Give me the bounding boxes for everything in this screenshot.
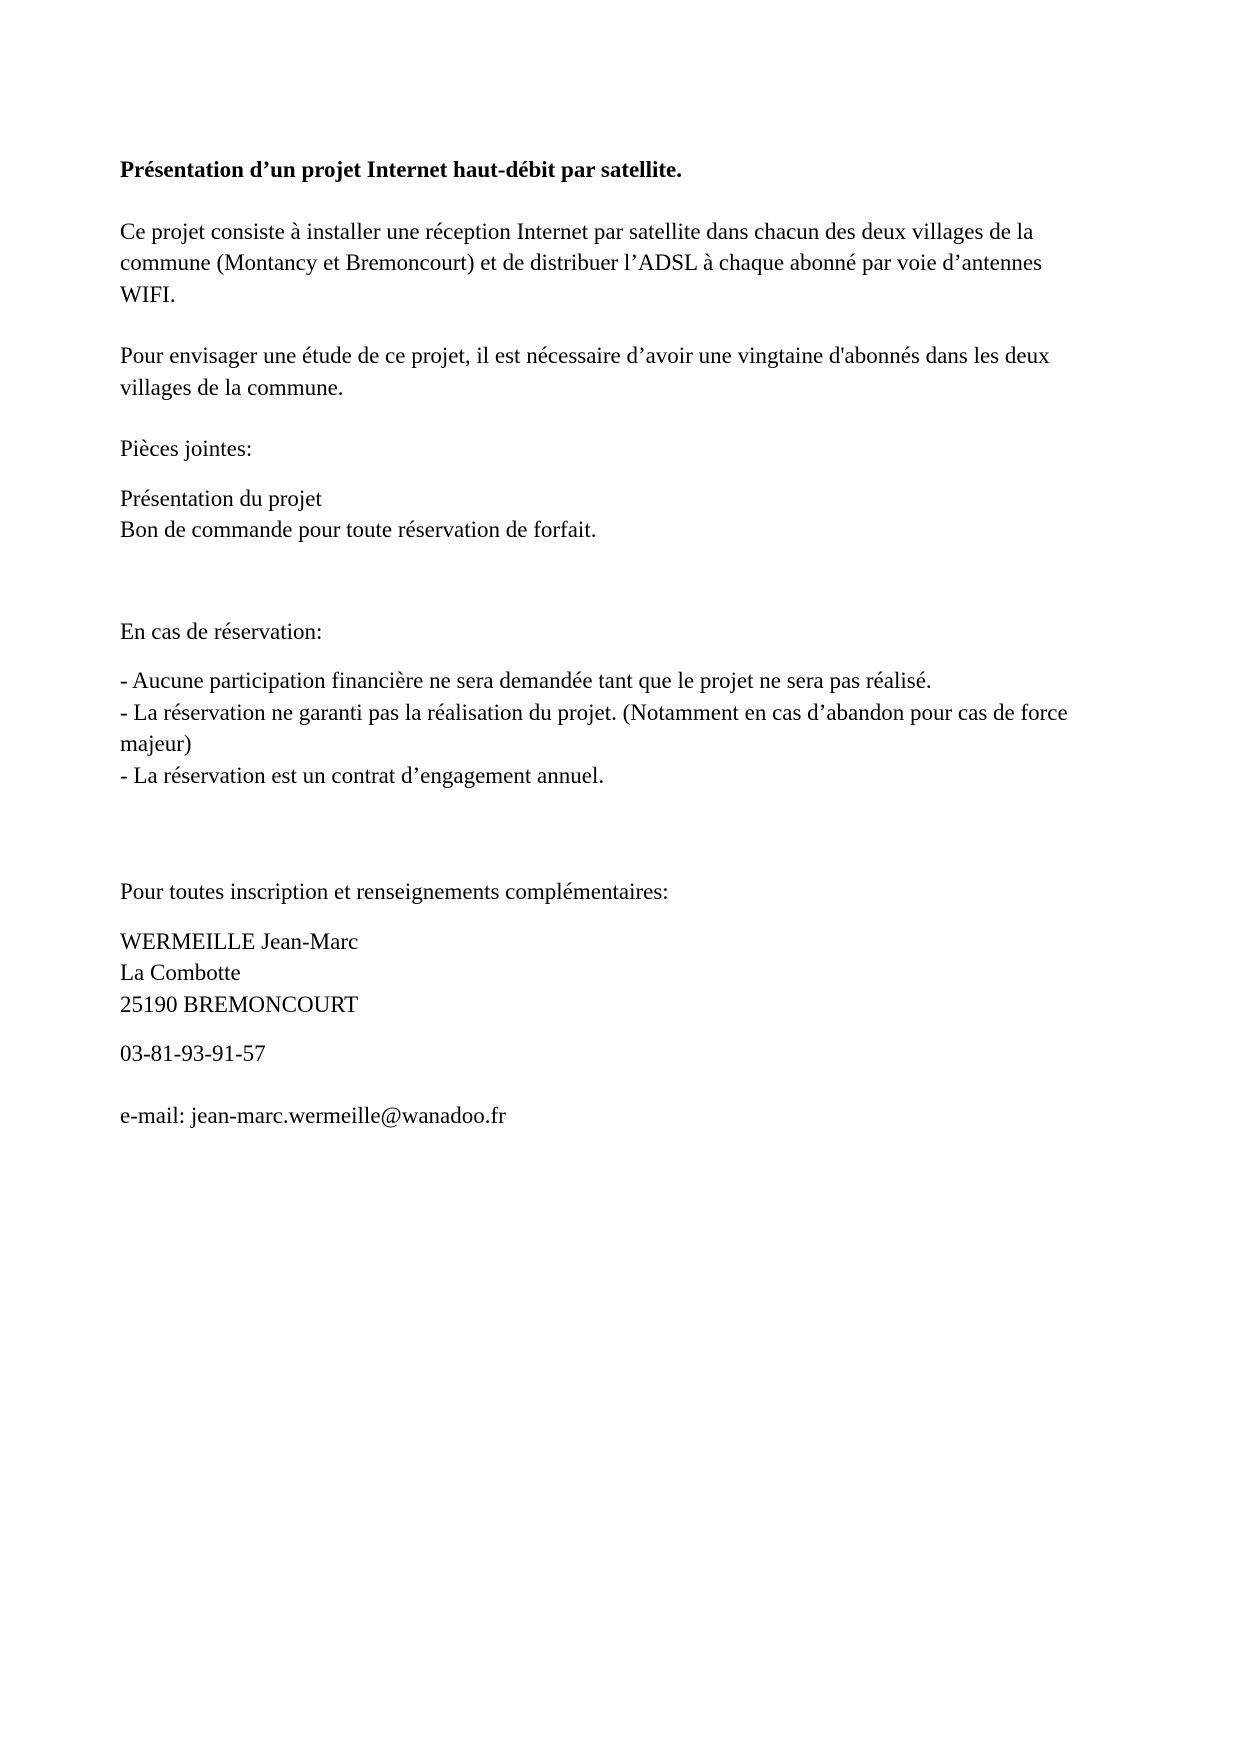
reservation-line: - La réservation ne garanti pas la réalisation du projet. (Notamment en cas d’abandon pour cas de force	[120, 699, 1068, 725]
study-paragraph	[120, 340, 1130, 403]
contact-street: La Combotte	[120, 960, 241, 985]
attachment-item: Bon de commande pour toute réservation de forfait.	[120, 517, 597, 542]
intro-paragraph	[120, 216, 1130, 311]
attachments-heading: Pièces jointes:	[120, 436, 253, 461]
reservation-line: majeur)	[120, 731, 192, 756]
intro-line: commune (Montancy et Bremoncourt) et de distribuer l’ADSL à chaque abonné par voie d’antennes	[120, 250, 1043, 275]
reservation-heading: En cas de réservation:	[120, 618, 323, 644]
study-line: Pour envisager une étude de ce projet, il est nécessaire d’avoir une vingtaine d'abonnés dans les deux	[120, 343, 1050, 368]
intro-line: WIFI.	[120, 281, 176, 307]
contact-heading: Pour toutes inscription et renseignements complémentaires:	[120, 879, 669, 904]
contact-name: WERMEILLE Jean-Marc	[120, 928, 359, 954]
intro-line: Ce projet consiste à installer une réception Internet par satellite dans chacun des deux villages de la	[120, 218, 1034, 244]
contact-email: e-mail: jean-marc.wermeille@wanadoo.fr	[120, 1102, 506, 1128]
document-body	[120, 154, 1130, 1131]
attachment-item: Présentation du projet	[120, 485, 322, 511]
contact-address	[120, 926, 1130, 1021]
reservation-line: - Aucune participation financière ne sera demandée tant que le projet ne sera pas réalisé.	[120, 668, 932, 693]
contact-phone: 03-81-93-91-57	[120, 1041, 266, 1066]
study-line: villages de la commune.	[120, 374, 344, 400]
document-title: Présentation d’un projet Internet haut-débit par satellite.	[120, 157, 682, 182]
contact-city: 25190 BREMONCOURT	[120, 991, 359, 1017]
reservation-line: - La réservation est un contrat d’engagement annuel.	[120, 762, 605, 788]
reservation-conditions	[120, 665, 1130, 791]
attachments-list	[120, 483, 1130, 546]
